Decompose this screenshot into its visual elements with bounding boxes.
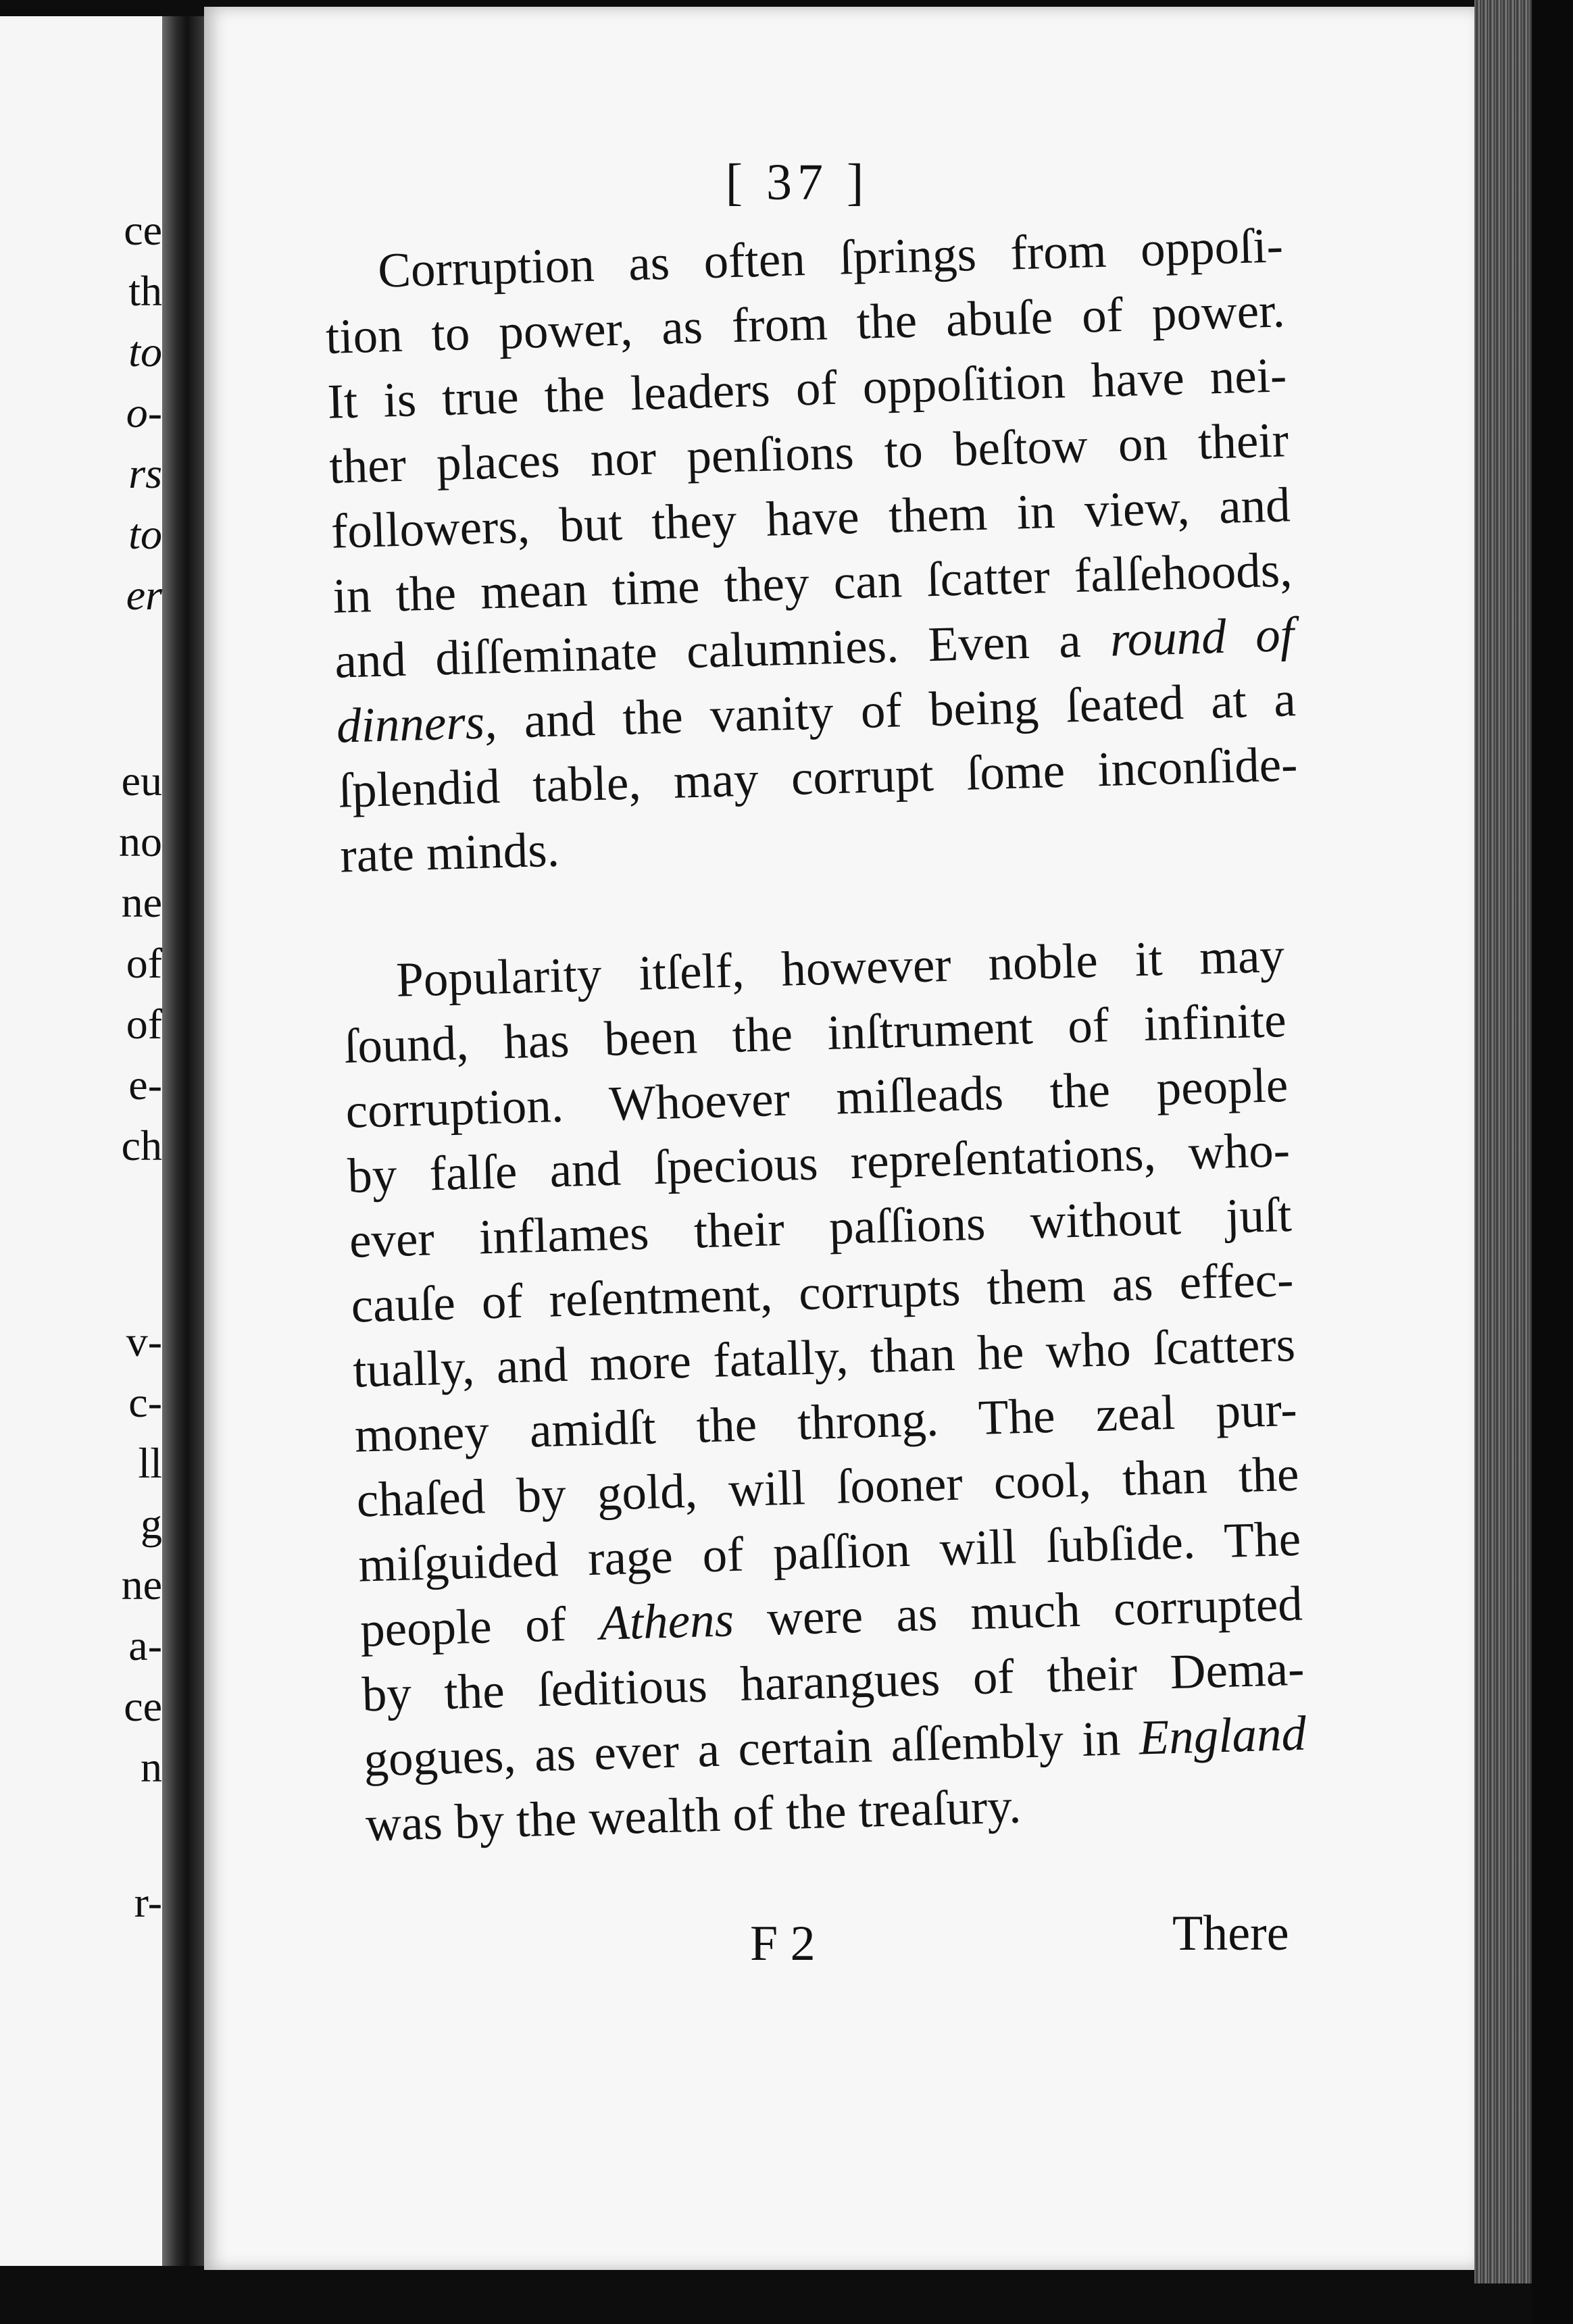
scan-background <box>1532 0 1573 2324</box>
page-edges <box>1474 0 1532 2283</box>
left-page-fragment: to <box>128 328 162 376</box>
text-line: rate minds. <box>339 822 560 883</box>
left-page-fragment: ll <box>138 1439 162 1487</box>
left-page-fragment: e- <box>128 1061 162 1109</box>
left-page-fragment: to <box>128 510 162 558</box>
paragraph-2 <box>341 923 1309 1856</box>
left-page-fragment: of <box>126 1000 162 1048</box>
left-page-fragment: a- <box>128 1621 162 1669</box>
text-line: tion to power, as from the abuſe of power. <box>324 282 1286 364</box>
left-page-fragment: no <box>119 817 162 865</box>
text-line: ſound, has been the inſtrument of infinite <box>343 992 1287 1073</box>
text-line: people of Athens were as much corrupted <box>359 1575 1303 1657</box>
left-page-fragment: th <box>128 267 162 315</box>
text-line: chaſed by gold, will ſooner cool, than the <box>355 1446 1300 1527</box>
text-line: by falſe and ſpecious repreſentations, who- <box>347 1121 1291 1203</box>
text-line: It is true the leaders of oppoſition have nei- <box>326 347 1288 429</box>
signature-mark: F 2 <box>750 1916 816 1971</box>
left-page-fragment: g <box>141 1500 162 1548</box>
catchword: There <box>1172 1906 1289 1961</box>
left-page-fragment: er <box>126 571 162 619</box>
text-line: dinners, and the vanity of being ſeated at a <box>335 672 1297 753</box>
text-line: ther places nor penſions to beſtow on their <box>328 412 1289 494</box>
left-page-fragment: ce <box>124 1682 162 1730</box>
text-line: followers, but they have them in view, and <box>330 477 1291 559</box>
left-page-fragment: of <box>126 939 162 987</box>
text-line: Popularity itſelf, however noble it may <box>395 928 1285 1007</box>
text-line: ſplendid table, may corrupt ſome inconſide- <box>337 736 1299 818</box>
text-line: was by the wealth of the treaſury. <box>365 1778 1022 1852</box>
left-page-fragment: r- <box>134 1878 162 1926</box>
left-page-fragment: rs <box>128 449 162 497</box>
text-line: cauſe of reſentment, corrupts them as effec- <box>350 1251 1295 1333</box>
text-line: by the ſeditious harangues of their Dema- <box>361 1640 1305 1722</box>
left-page-fragment: ce <box>124 206 162 254</box>
page-number-header: [ 37 ] <box>725 154 870 211</box>
text-line: miſguided rage of paſſion will ſubſide. The <box>357 1511 1302 1592</box>
left-page-fragment: ne <box>121 878 162 926</box>
left-page-fragment: eu <box>121 757 162 805</box>
text-line: in the mean time they can ſcatter falſehoods, <box>332 542 1293 624</box>
left-page-fragment: v- <box>126 1317 162 1365</box>
paragraph-1 <box>323 213 1300 888</box>
text-line: gogues, as ever a certain aſſembly in England <box>363 1705 1307 1787</box>
left-page-fragment: ch <box>121 1121 162 1169</box>
left-page-fragment: c- <box>128 1378 162 1426</box>
text-line: ever inflames their paſſions without juſt <box>348 1186 1293 1268</box>
text-line: Corruption as often ſprings from oppoſi- <box>377 218 1284 298</box>
left-page-fragment: ne <box>121 1561 162 1609</box>
text-line: tually, and more fatally, than he who ſcatters <box>352 1316 1296 1398</box>
text-line: corruption. Whoever miſleads the people <box>345 1057 1289 1138</box>
left-page-fragment: o- <box>126 388 162 436</box>
text-line: money amidſt the throng. The zeal pur- <box>353 1381 1298 1463</box>
text-line: and diſſeminate calumnies. Even a round of <box>334 607 1295 688</box>
left-facing-page <box>0 16 166 2266</box>
left-page-fragment: n <box>141 1743 162 1791</box>
book-gutter <box>162 16 204 2266</box>
